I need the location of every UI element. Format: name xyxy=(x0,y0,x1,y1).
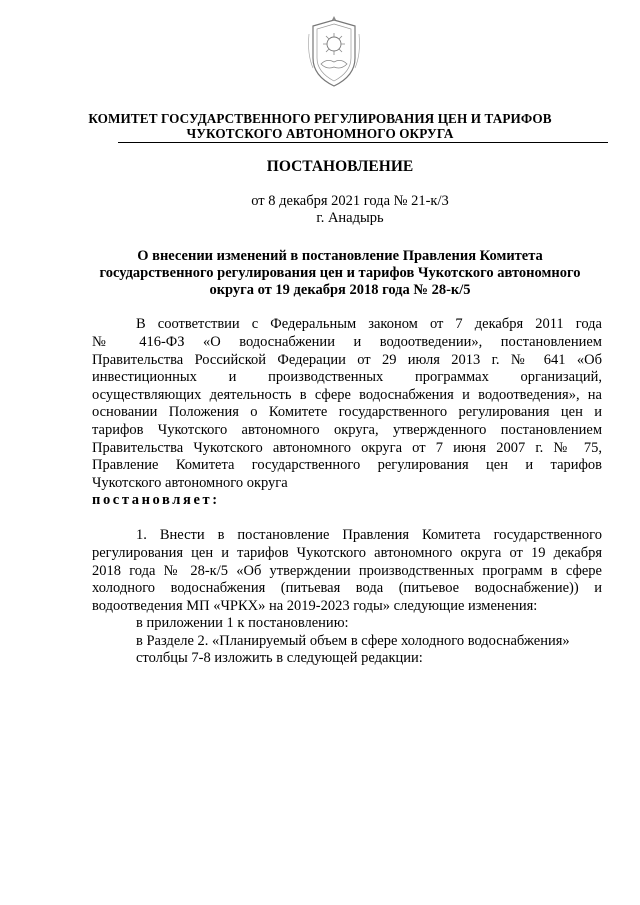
document-type: ПОСТАНОВЛЕНИЕ xyxy=(266,158,414,175)
chukotka-coat-of-arms-icon xyxy=(305,14,363,94)
preamble-line: В соответствии с Федеральным законом от 7 декабря 2011 года xyxy=(136,316,602,332)
preamble-line: тарифов Чукотского автономного округа, утвержденного постановлением xyxy=(92,422,602,438)
org-name-line2: ЧУКОТСКОГО АВТОНОМНОГО ОКРУГА xyxy=(186,126,454,141)
preamble-line: № 416-ФЗ «О водоснабжении и водоотведении», постановлением xyxy=(92,334,602,350)
document-title-line: государственного регулирования цен и тарифов Чукотского автономного xyxy=(99,265,581,281)
org-name-line1: КОМИТЕТ ГОСУДАРСТВЕННОГО РЕГУЛИРОВАНИЯ ЦЕН И ТАРИФОВ xyxy=(88,111,552,126)
item1-line: холодного водоснабжения (питьевая вода (питьевое водоснабжение)) и xyxy=(92,580,602,596)
item1-line: водоотведения МП «ЧРКХ» на 2019-2023 годы» следующие изменения: xyxy=(92,598,538,614)
document-city: г. Анадырь xyxy=(316,210,384,226)
preamble-line: Правительства Российской Федерации от 29 июля 2013 г. № 641 «Об xyxy=(92,352,602,368)
preamble-line: Чукотского автономного округа xyxy=(92,475,288,491)
preamble-line: инвестиционных и производственных программах организаций, xyxy=(92,369,602,385)
item1-line: регулирования цен и тарифов Чукотского автономного округа от 19 декабря xyxy=(92,545,602,561)
document-date-number: от 8 декабря 2021 года № 21-к/3 xyxy=(251,193,449,209)
item1-line: 2018 года № 28-к/5 «Об утверждении производственных программ в сфере xyxy=(92,563,602,579)
document-title-line: О внесении изменений в постановление Правления Комитета xyxy=(137,248,543,264)
preamble-line: Правительства Чукотского автономного округа от 7 июня 2007 г. № 75, xyxy=(92,440,602,456)
preamble-line: Правление Комитета государственного регулирования цен и тарифов xyxy=(92,457,602,473)
sub-line: в приложении 1 к постановлению: xyxy=(136,615,349,631)
sub-line: в Разделе 2. «Планируемый объем в сфере холодного водоснабжения» xyxy=(136,633,570,649)
preamble-line: основании Положения о Комитете государственного регулирования цен и xyxy=(92,404,602,420)
sub-line: столбцы 7-8 изложить в следующей редакции: xyxy=(136,650,423,666)
header-divider xyxy=(118,142,608,143)
item1-line: 1. Внести в постановление Правления Комитета государственного xyxy=(136,527,602,543)
preamble-line: осуществляющих деятельность в сфере водоснабжения и водоотведения», на xyxy=(92,387,602,403)
document-title-line: округа от 19 декабря 2018 года № 28-к/5 xyxy=(209,282,471,298)
resolves-word: постановляет: xyxy=(92,492,220,508)
